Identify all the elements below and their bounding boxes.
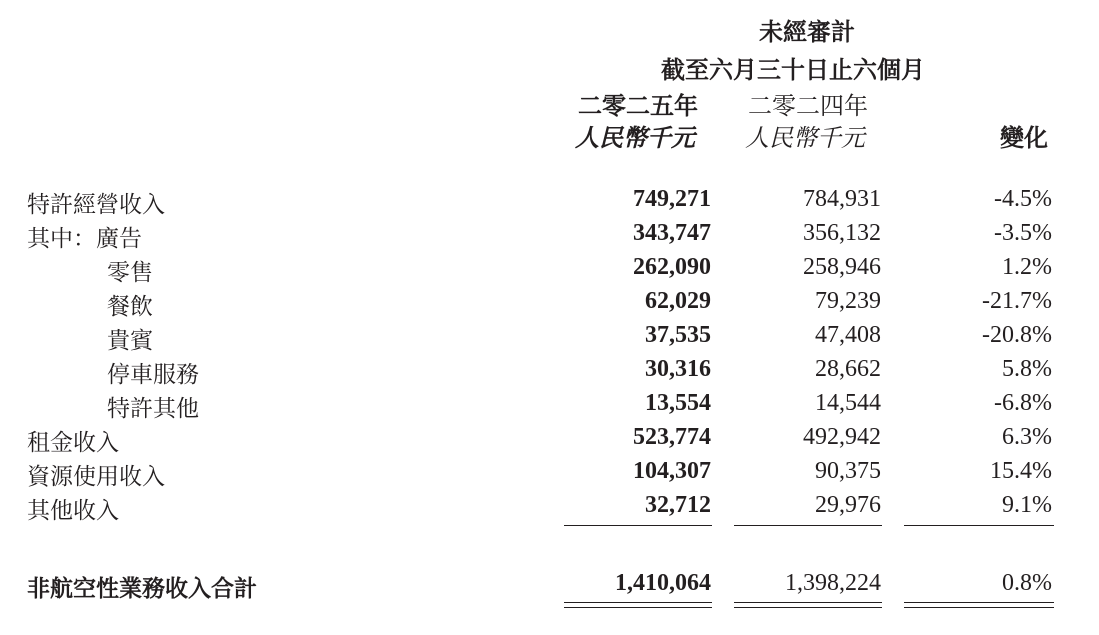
value-2024: 492,942: [803, 424, 881, 450]
period-heading: 截至六月三十日止六個月: [661, 55, 925, 84]
value-2025: 30,316: [645, 356, 711, 382]
value-2024: 784,931: [803, 186, 881, 212]
subtotal-rule-2025: [564, 525, 712, 526]
change-value: 6.3%: [1002, 424, 1052, 450]
total-value-2025: 1,410,064: [615, 570, 711, 596]
change-value: -4.5%: [994, 186, 1052, 212]
change-value: -21.7%: [982, 288, 1052, 314]
value-2025: 104,307: [633, 458, 711, 484]
subtotal-rule-change: [904, 525, 1054, 526]
value-2024: 47,408: [815, 322, 881, 348]
total-label: 非航空性業務收入合計: [27, 575, 257, 602]
row-label: 貴賓: [107, 328, 153, 354]
row-label: 零售: [107, 260, 153, 286]
value-2024: 29,976: [815, 492, 881, 518]
change-value: 5.8%: [1002, 356, 1052, 382]
row-label: 停車服務: [107, 362, 199, 388]
total-double-rule-2024: [734, 602, 882, 608]
value-2025: 262,090: [633, 254, 711, 280]
total-double-rule-2025: [564, 602, 712, 608]
row-label: 餐飲: [107, 294, 153, 320]
row-label: 資源使用收入: [27, 464, 165, 490]
value-2025: 523,774: [633, 424, 711, 450]
change-value: -3.5%: [994, 220, 1052, 246]
value-2024: 356,132: [803, 220, 881, 246]
change-value: -6.8%: [994, 390, 1052, 416]
value-2024: 79,239: [815, 288, 881, 314]
value-2025: 37,535: [645, 322, 711, 348]
row-label: 特許經營收入: [27, 192, 165, 218]
change-value: 1.2%: [1002, 254, 1052, 280]
total-value-2024: 1,398,224: [785, 570, 881, 596]
value-2025: 749,271: [633, 186, 711, 212]
value-2024: 28,662: [815, 356, 881, 382]
col-2025-year-heading: 二零二五年: [578, 91, 698, 120]
row-label: 特許其他: [107, 396, 199, 422]
value-2025: 32,712: [645, 492, 711, 518]
total-double-rule-change: [904, 602, 1054, 608]
change-value: -20.8%: [982, 322, 1052, 348]
change-value: 9.1%: [1002, 492, 1052, 518]
audit-status-heading: 未經審計: [759, 17, 855, 46]
total-change-value: 0.8%: [1002, 570, 1052, 596]
col-2024-unit-heading: 人民幣千元: [745, 124, 865, 152]
col-2024-year-heading: 二零二四年: [748, 92, 868, 120]
value-2024: 90,375: [815, 458, 881, 484]
value-2024: 14,544: [815, 390, 881, 416]
change-value: 15.4%: [990, 458, 1052, 484]
row-label: 其他收入: [27, 498, 119, 524]
row-label: 租金收入: [27, 430, 119, 456]
value-2025: 13,554: [645, 390, 711, 416]
row-label: 其中：廣告: [27, 226, 142, 252]
value-2024: 258,946: [803, 254, 881, 280]
col-2025-unit-heading: 人民幣千元: [575, 123, 695, 152]
subtotal-rule-2024: [734, 525, 882, 526]
value-2025: 343,747: [633, 220, 711, 246]
value-2025: 62,029: [645, 288, 711, 314]
col-change-heading: 變化: [1000, 123, 1048, 152]
